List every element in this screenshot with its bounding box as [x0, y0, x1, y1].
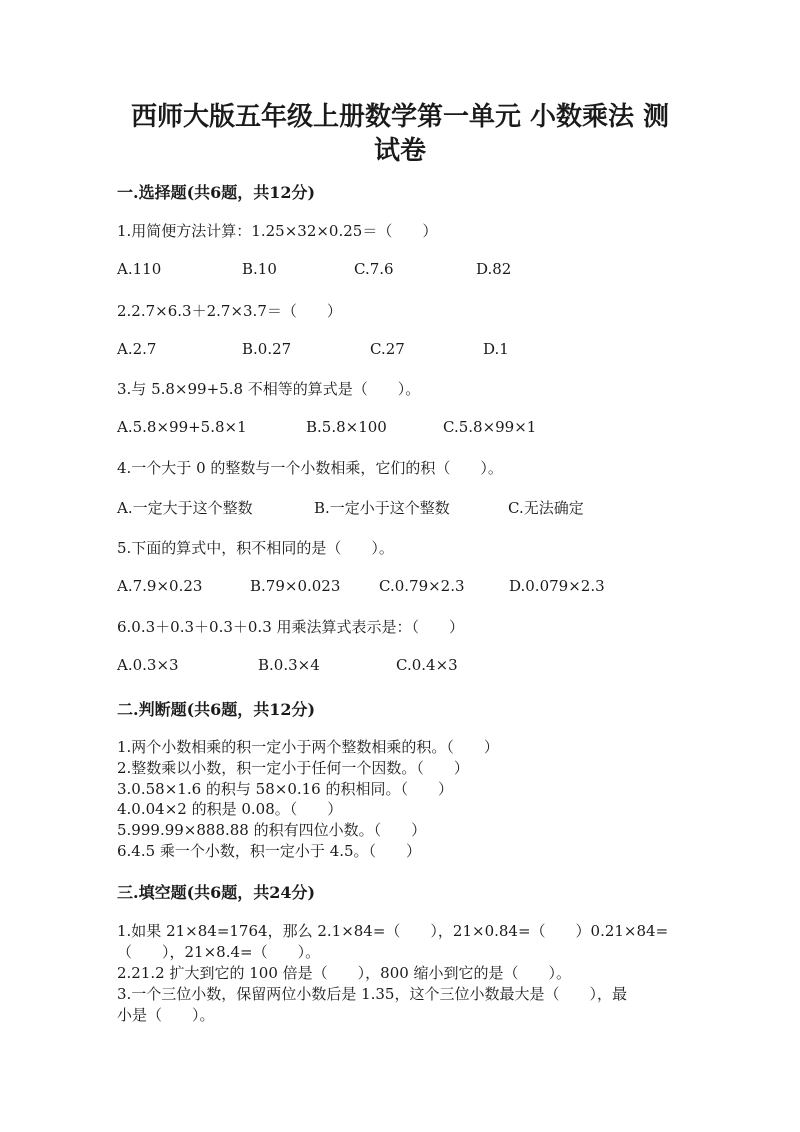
fill-line: 2.21.2 扩大到它的 100 倍是（ ），800 缩小到它的是（ ）。 — [117, 964, 572, 982]
option-b: B.79×0.023 — [250, 577, 341, 595]
question-stem: 1.用简便方法计算：1.25×32×0.25＝（ ） — [117, 222, 438, 240]
option-d: D.0.079×2.3 — [509, 577, 605, 595]
section-heading-fill: 三.填空题(共6题，共24分) — [117, 883, 316, 902]
option-b: B.5.8×100 — [306, 418, 387, 436]
option-a: A.110 — [117, 260, 162, 278]
option-c: C.0.4×3 — [396, 656, 458, 674]
fill-line: （ ），21×8.4=（ ）。 — [117, 943, 321, 961]
option-c: C.5.8×99×1 — [443, 418, 537, 436]
option-c: C.0.79×2.3 — [379, 577, 465, 595]
option-a: A.2.7 — [117, 340, 157, 358]
section-heading-choice: 一.选择题(共6题，共12分) — [117, 183, 316, 202]
option-c: C.27 — [370, 340, 405, 358]
question-stem: 5.下面的算式中，积不相同的是（ ）。 — [117, 539, 394, 557]
option-b: B.0.3×4 — [258, 656, 320, 674]
option-c: C.无法确定 — [508, 499, 584, 517]
judge-item: 5.999.99×888.88 的积有四位小数。（ ） — [117, 821, 427, 839]
option-d: D.82 — [476, 260, 512, 278]
option-b: B.0.27 — [242, 340, 292, 358]
judge-item: 1.两个小数相乘的积一定小于两个整数相乘的积。（ ） — [117, 738, 499, 756]
option-a: A.一定大于这个整数 — [117, 499, 253, 517]
judge-item: 2.整数乘以小数，积一定小于任何一个因数。（ ） — [117, 759, 469, 777]
fill-line: 3.一个三位小数，保留两位小数后是 1.35，这个三位小数最大是（ ），最 — [117, 985, 627, 1003]
judge-item: 3.0.58×1.6 的积与 58×0.16 的积相同。（ ） — [117, 780, 453, 798]
option-a: A.5.8×99+5.8×1 — [117, 418, 247, 436]
option-d: D.1 — [483, 340, 509, 358]
option-c: C.7.6 — [354, 260, 394, 278]
section-heading-judge: 二.判断题(共6题，共12分) — [117, 700, 316, 719]
option-a: A.7.9×0.23 — [117, 577, 203, 595]
question-stem: 4.一个大于 0 的整数与一个小数相乘，它们的积（ ）。 — [117, 459, 503, 477]
judge-item: 6.4.5 乘一个小数，积一定小于 4.5。（ ） — [117, 842, 422, 860]
option-a: A.0.3×3 — [117, 656, 179, 674]
fill-line: 小是（ ）。 — [117, 1006, 215, 1024]
question-stem: 2.2.7×6.3＋2.7×3.7＝（ ） — [117, 302, 342, 320]
judge-item: 4.0.04×2 的积是 0.08。（ ） — [117, 800, 343, 818]
question-stem: 3.与 5.8×99+5.8 不相等的算式是（ ）。 — [117, 380, 421, 398]
question-stem: 6.0.3＋0.3＋0.3＋0.3 用乘法算式表示是：（ ） — [117, 618, 465, 636]
option-b: B.10 — [242, 260, 277, 278]
option-b: B.一定小于这个整数 — [314, 499, 450, 517]
page-title: 西师大版五年级上册数学第一单元 小数乘法 测试卷 — [130, 102, 670, 166]
fill-line: 1.如果 21×84=1764，那么 2.1×84=（ ），21×0.84=（ ）0.21×84= — [117, 922, 669, 940]
